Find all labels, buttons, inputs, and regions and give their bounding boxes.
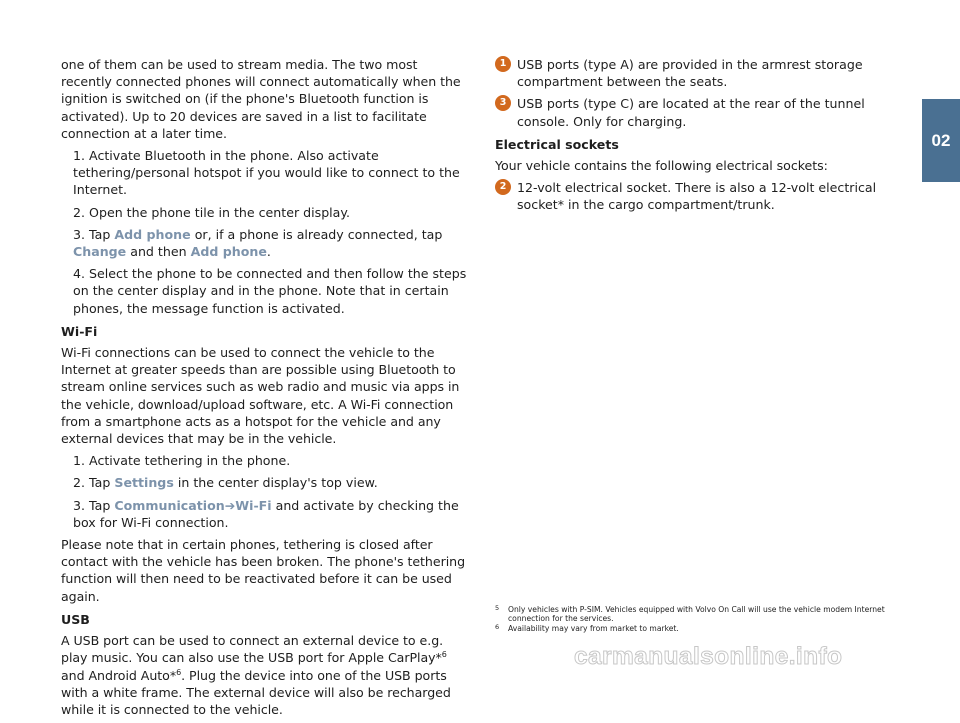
arrow-right-icon: ➔ xyxy=(224,497,236,513)
usb-text: A USB port can be used to connect an external device to e.g. play music. You can also use the USB port for Apple CarPlay xyxy=(61,633,444,666)
wifi-link[interactable]: Wi-Fi xyxy=(235,497,272,513)
footnote-text: Only vehicles with P-SIM. Vehicles equipped with Volvo On Call will use the vehicle modem Internet connection for the services. xyxy=(508,605,885,624)
option-star: * xyxy=(435,650,442,666)
chapter-tab[interactable]: 02 xyxy=(922,99,960,182)
step-text: Tap xyxy=(89,497,115,513)
callout-text: in the cargo compartment/trunk. xyxy=(564,197,775,213)
callout-text: 12-volt electrical socket. There is also a 12-volt electrical socket xyxy=(517,180,877,213)
wifi-step-1 xyxy=(61,452,467,469)
bt-step-1 xyxy=(61,147,467,199)
add-phone-link[interactable]: Add phone xyxy=(114,226,191,242)
step-number: 3. xyxy=(73,226,86,242)
step-number: 1. xyxy=(73,148,86,164)
wifi-step-2 xyxy=(61,474,467,491)
callout-text: USB ports (type A) are provided in the armrest storage compartment between the seats. xyxy=(517,57,863,90)
callout-badge-1: 1 xyxy=(495,56,511,72)
change-link[interactable]: Change xyxy=(73,244,127,260)
footnote-5 xyxy=(495,605,915,624)
right-column xyxy=(495,56,905,219)
bt-step-4 xyxy=(61,265,467,317)
step-number: 3. xyxy=(73,497,86,513)
step-text: and activate by checking the box for Wi-Fi connection. xyxy=(73,497,459,530)
bt-step-3 xyxy=(61,226,467,260)
intro-paragraph: one of them can be used to stream media. The two most recently connected phones will connect automatically when the ignition is switched on (if the phone's Bluetooth function is activated). Up to 20 devices are saved in a list to facilitate connection at a later time. xyxy=(61,57,461,141)
callout-12v-socket xyxy=(495,179,905,213)
left-column xyxy=(61,56,467,723)
electrical-sockets-heading: Electrical sockets xyxy=(495,136,619,152)
settings-link[interactable]: Settings xyxy=(114,475,174,491)
step-text: Select the phone to be connected and then follow the steps on the center display and in the phone. Note that in certain phones, the message function is activated. xyxy=(73,266,467,316)
step-text: Activate tethering in the phone. xyxy=(89,453,291,469)
step-text: and then xyxy=(126,244,191,260)
usb-paragraph xyxy=(61,632,467,718)
bluetooth-steps xyxy=(61,147,467,317)
callout-usb-type-a xyxy=(495,56,905,90)
step-number: 2. xyxy=(73,204,86,220)
footnote-number: 5 xyxy=(495,604,500,612)
footnote-6 xyxy=(495,624,915,633)
watermark: carmanualsonline.info xyxy=(574,643,843,670)
wifi-step-3 xyxy=(61,497,467,531)
callout-usb-type-c xyxy=(495,95,905,129)
option-star: * xyxy=(169,667,177,683)
step-text: Tap xyxy=(89,475,115,491)
usb-text: and Android Auto xyxy=(61,667,170,683)
wifi-paragraph: Wi-Fi connections can be used to connect the vehicle to the Internet at greater speeds than are possible using Bluetooth to stream online services such as web radio and music via apps in the vehicle, download/upload software, etc. A Wi-Fi connection from a smartphone acts as a hotspot for the vehicle and any external devices that may be in the vehicle. xyxy=(61,345,460,447)
footnotes xyxy=(495,605,915,633)
step-text: Tap xyxy=(89,226,115,242)
callout-badge-2: 2 xyxy=(495,179,511,195)
footnote-ref: 6 xyxy=(441,650,447,660)
wifi-heading: Wi-Fi xyxy=(61,323,98,339)
callout-badge-3: 3 xyxy=(495,95,511,111)
step-number: 2. xyxy=(73,475,86,491)
wifi-steps xyxy=(61,452,467,531)
footnote-number: 6 xyxy=(495,622,500,631)
footnote-ref: 6 xyxy=(176,667,182,677)
step-text: or, if a phone is already connected, tap xyxy=(190,226,443,242)
add-phone-link-2[interactable]: Add phone xyxy=(190,244,267,260)
footnote-text: Availability may vary from market to market. xyxy=(508,623,679,633)
usb-heading: USB xyxy=(61,611,90,627)
wifi-note: Please note that in certain phones, tethering is closed after contact with the vehicle has been broken. The phone's tethering function will then need to be reactivated before it can be used again. xyxy=(61,537,466,604)
step-number: 1. xyxy=(73,453,86,469)
callout-text: USB ports (type C) are located at the rear of the tunnel console. Only for charging. xyxy=(517,96,865,129)
step-number: 4. xyxy=(73,266,86,282)
option-star: * xyxy=(557,197,565,213)
bt-step-2 xyxy=(61,204,467,221)
usb-text: . Plug the device into one of the USB ports with a white frame. The external device will also be recharged while it is connected to the vehicle. xyxy=(61,667,451,717)
step-text: Open the phone tile in the center display. xyxy=(89,204,351,220)
communication-link[interactable]: Communication xyxy=(114,497,225,513)
step-text: Activate Bluetooth in the phone. Also activate tethering/personal hotspot if you would like to connect to the Internet. xyxy=(73,148,460,198)
sockets-intro: Your vehicle contains the following electrical sockets: xyxy=(495,158,828,174)
step-text: . xyxy=(266,244,271,260)
step-text: in the center display's top view. xyxy=(173,475,378,491)
